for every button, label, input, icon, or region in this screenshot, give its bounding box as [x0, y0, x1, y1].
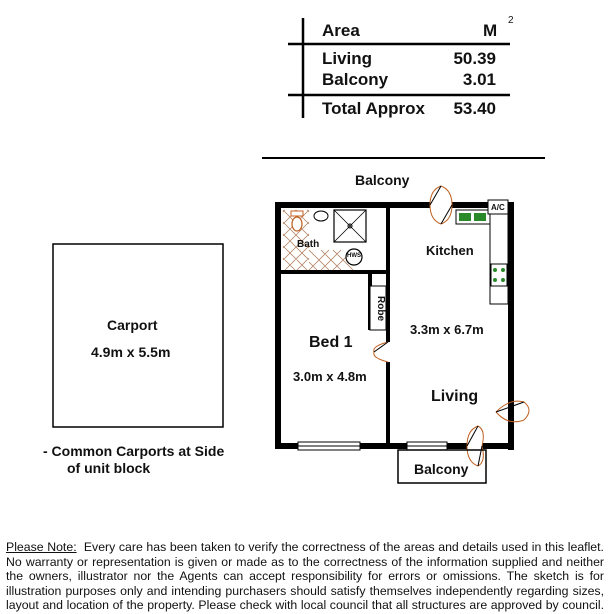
living-size: 3.3m x 6.7m [410, 322, 484, 337]
bed1-size: 3.0m x 4.8m [293, 369, 367, 384]
basin [314, 211, 328, 221]
bed1-label: Bed 1 [309, 334, 353, 351]
area-row-balcony-value: 3.01 [462, 70, 496, 89]
disclaimer-line: layout and location of the property. Please check with local council that all structures are approved by council. [6, 598, 604, 613]
area-row-living-label: Living [322, 49, 373, 68]
bed-door [374, 342, 388, 362]
area-header-unit: M [483, 21, 498, 40]
area-total-value: 53.40 [453, 99, 496, 118]
kitchen-label: Kitchen [426, 243, 474, 258]
bath-label: Bath [297, 239, 320, 250]
area-total-label: Total Approx [322, 99, 425, 118]
carport-title: Carport [107, 317, 158, 333]
carport-outline [53, 244, 223, 427]
kitchen-bench [490, 208, 508, 304]
disclaimer-line: illustration purposes only and intending purchasers should satisfy themselves independently regarding sizes, [6, 583, 604, 598]
area-header-label: Area [322, 21, 360, 40]
area-header-unit-sup: 2 [508, 15, 514, 26]
disclaimer [6, 540, 604, 613]
balcony-bottom-label: Balcony [414, 461, 469, 477]
carport-note-line1: - Common Carports at Side [43, 443, 225, 459]
stove [491, 264, 507, 286]
disclaimer-line: Every care has been taken to verify the correctness of the areas and details used in this leaflet. [83, 540, 604, 554]
disclaimer-line: No warranty or representation is given or made as to the correctness of the information supplied and neither [6, 554, 604, 569]
ac-label: A/C [491, 203, 505, 212]
living-label: Living [431, 388, 479, 405]
balcony-door-bottom [467, 426, 483, 466]
area-row-living-value: 50.39 [453, 49, 496, 68]
robe-label: Robe [375, 296, 386, 321]
disclaimer-line: the owners, illustrator nor the Agents can accept responsibility for errors or omissions. The sketch is for [6, 569, 604, 584]
carport-size: 4.9m x 5.5m [91, 344, 171, 360]
hws-label: HWS [347, 253, 361, 259]
carport-note-line2: of unit block [67, 460, 151, 476]
balcony-top-label: Balcony [355, 172, 410, 188]
area-row-balcony-label: Balcony [322, 70, 389, 89]
disclaimer-heading: Please Note: [6, 540, 77, 554]
balcony-door-top [430, 186, 452, 224]
toilet [292, 217, 302, 231]
